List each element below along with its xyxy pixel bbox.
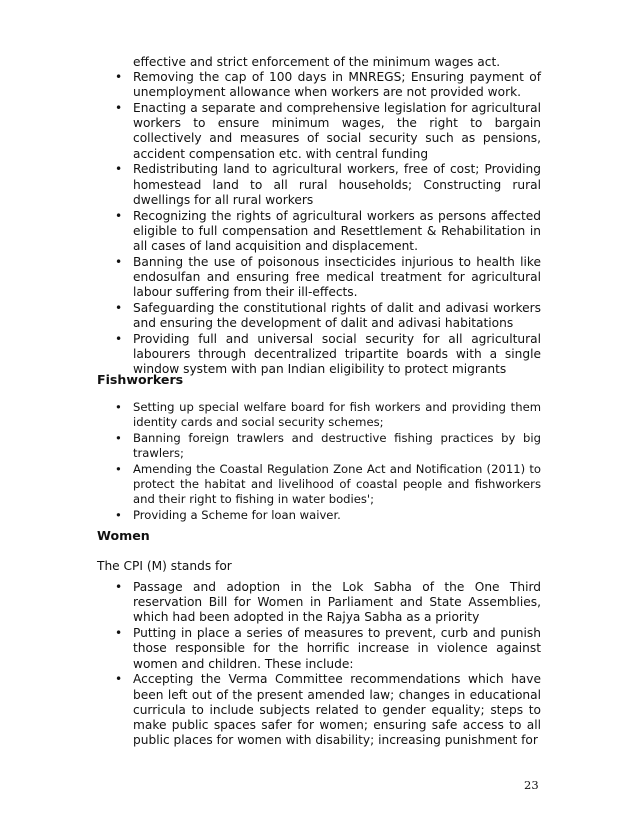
list-item: • Removing the cap of 100 days in MNREGS; Ensuring payment of unemployment allowance when workers are not provided work. xyxy=(115,70,541,100)
continuation-text: effective and strict enforcement of the minimum wages act. xyxy=(133,55,501,69)
list-item: • Safeguarding the constitutional rights of dalit and adivasi workers and ensuring the development of dalit and adivasi habitations xyxy=(115,301,541,331)
list-item: • Amending the Coastal Regulation Zone Act and Notification (2011) to protect the habitat and livelihood of coastal people and fishworkers and their right to fishing in water bodies'; xyxy=(115,462,541,508)
women-list xyxy=(115,580,541,749)
fishworkers-heading: Fishworkers xyxy=(97,372,184,387)
women-lead-text: The CPI (M) stands for xyxy=(97,559,232,573)
agricultural-workers-list xyxy=(115,70,541,378)
list-item: • Putting in place a series of measures to prevent, curb and punish those responsible for the horrific increase in violence against women and children. These include: xyxy=(115,626,541,672)
list-item: • Banning foreign trawlers and destructive fishing practices by big trawlers; xyxy=(115,431,541,461)
list-item: • Setting up special welfare board for fish workers and providing them identity cards and social security schemes; xyxy=(115,400,541,430)
fishworkers-list xyxy=(115,400,541,524)
list-item: • Recognizing the rights of agricultural workers as persons affected eligible to full compensation and Resettlement & Rehabilitation in all cases of land acquisition and displacement. xyxy=(115,209,541,255)
women-heading: Women xyxy=(97,528,150,543)
page-number: 23 xyxy=(524,778,539,792)
list-item: • Passage and adoption in the Lok Sabha of the One Third reservation Bill for Women in Parliament and State Assemblies, which had been adopted in the Rajya Sabha as a priority xyxy=(115,580,541,626)
list-item: • Providing a Scheme for loan waiver. xyxy=(115,508,541,523)
list-item: • Enacting a separate and comprehensive legislation for agricultural workers to ensure minimum wages, the right to bargain collectively and measures of social security such as pensions, accident compensation etc. with central funding xyxy=(115,101,541,162)
list-item: • Providing full and universal social security for all agricultural labourers through decentralized tripartite boards with a single window system with pan Indian eligibility to protect migrants xyxy=(115,332,541,378)
list-item: • Accepting the Verma Committee recommendations which have been left out of the present amended law; changes in educational curricula to include subjects related to gender equality; steps to make public spaces safer for women; ensuring safe access to all public places for women with disability; increasing punishment for xyxy=(115,672,541,748)
list-item: • Banning the use of poisonous insecticides injurious to health like endosulfan and ensuring free medical treatment for agricultural labour suffering from their ill-effects. xyxy=(115,255,541,301)
list-item: • Redistributing land to agricultural workers, free of cost; Providing homestead land to all rural households; Constructing rural dwellings for all rural workers xyxy=(115,162,541,208)
